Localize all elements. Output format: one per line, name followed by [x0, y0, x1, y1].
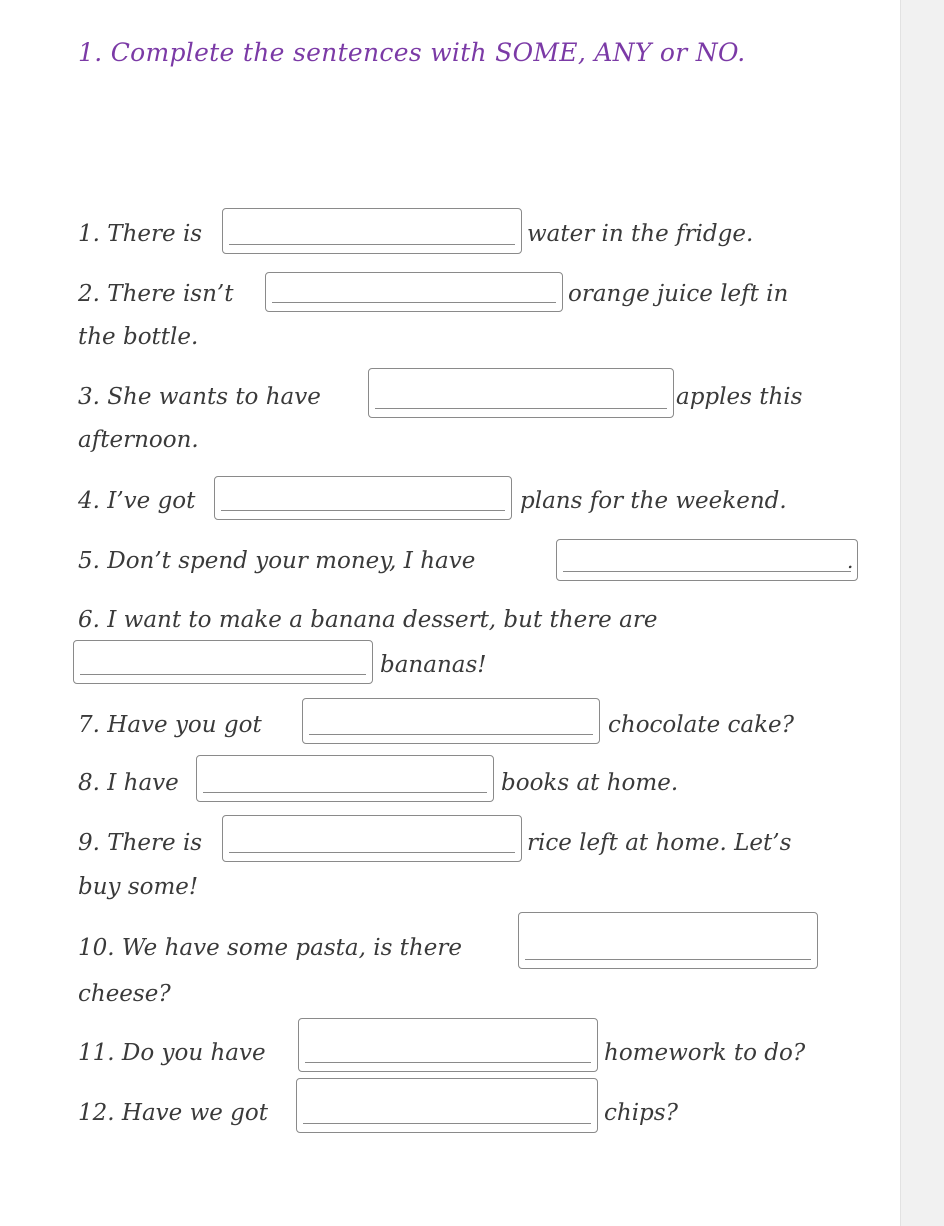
item-9-before: 9. There is — [78, 830, 203, 856]
item-3-before: 3. She wants to have — [78, 384, 321, 410]
item-10-before: 10. We have some pasta, is there — [78, 935, 462, 961]
item-9-after: rice left at home. Let’s — [527, 830, 792, 856]
item-5-after: . — [847, 549, 854, 573]
item-11-after: homework to do? — [604, 1040, 806, 1066]
item-7-before: 7. Have you got — [78, 712, 262, 738]
answer-input-10[interactable] — [518, 912, 818, 969]
answer-input-11[interactable] — [298, 1018, 598, 1072]
item-12-before: 12. Have we got — [78, 1100, 268, 1126]
item-1-before: 1. There is — [78, 221, 203, 247]
answer-input-4[interactable] — [214, 476, 512, 520]
item-1-after: water in the fridge. — [527, 221, 754, 247]
answer-input-12[interactable] — [296, 1078, 598, 1133]
item-4-before: 4. I’ve got — [78, 488, 196, 514]
answer-input-7[interactable] — [302, 698, 600, 744]
item-4-after: plans for the weekend. — [520, 488, 787, 514]
item-8-after: books at home. — [501, 770, 679, 796]
item-6-after: bananas! — [380, 652, 487, 678]
item-12-after: chips? — [604, 1100, 678, 1126]
item-3-after: apples this — [676, 384, 803, 410]
answer-input-2[interactable] — [265, 272, 563, 312]
answer-input-1[interactable] — [222, 208, 522, 254]
item-10-continued: cheese? — [78, 981, 171, 1007]
item-5-before: 5. Don’t spend your money, I have — [78, 548, 476, 574]
item-2-before: 2. There isn’t — [78, 281, 234, 307]
exercise-title: 1. Complete the sentences with SOME, ANY or NO. — [78, 38, 746, 67]
item-7-after: chocolate cake? — [608, 712, 794, 738]
answer-input-6[interactable] — [73, 640, 373, 684]
answer-input-3[interactable] — [368, 368, 674, 418]
item-2-continued: the bottle. — [78, 324, 199, 350]
answer-input-8[interactable] — [196, 755, 494, 802]
answer-input-9[interactable] — [222, 815, 522, 862]
answer-input-5[interactable] — [556, 539, 858, 581]
item-3-continued: afternoon. — [78, 427, 199, 453]
item-2-after: orange juice left in — [568, 281, 789, 307]
item-9-continued: buy some! — [78, 874, 199, 900]
item-8-before: 8. I have — [78, 770, 179, 796]
item-11-before: 11. Do you have — [78, 1040, 266, 1066]
item-6-before: 6. I want to make a banana dessert, but there are — [78, 607, 658, 633]
